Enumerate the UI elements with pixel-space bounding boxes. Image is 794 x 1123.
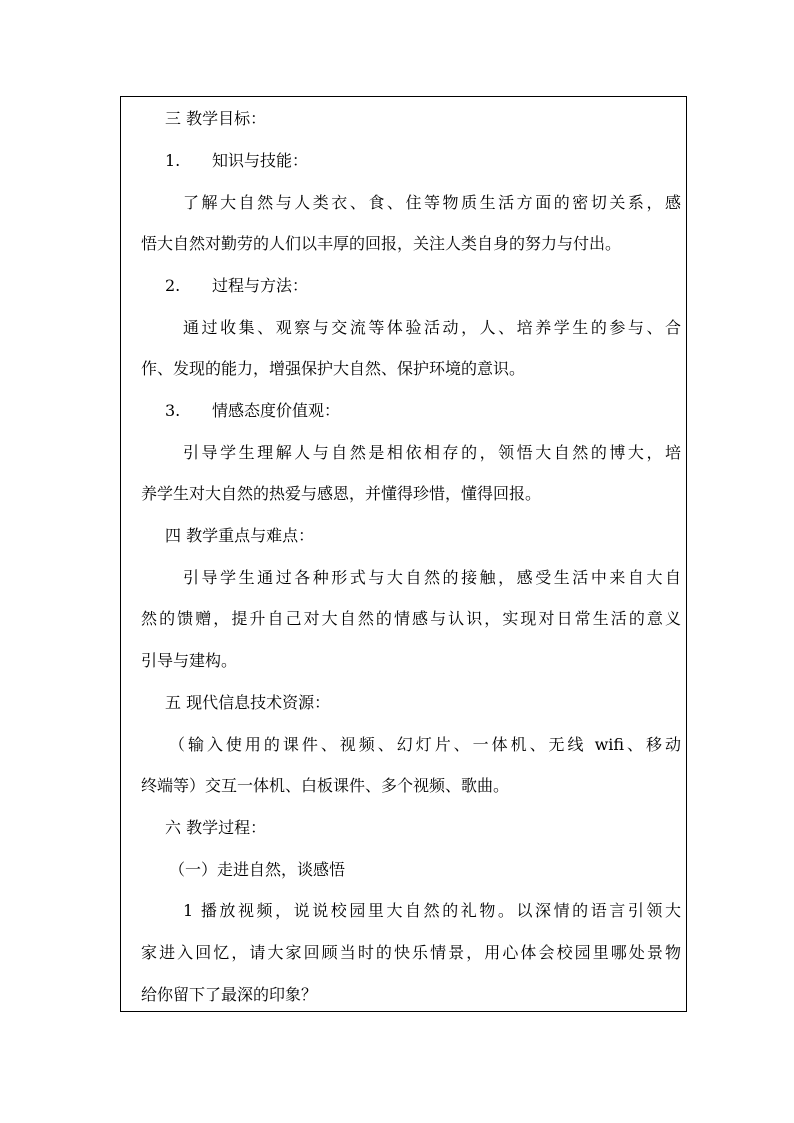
paragraph-line: （输入使用的课件、视频、幻灯片、一体机、无线 wifi、移动 [169, 735, 681, 754]
item-number-2: 2. [165, 276, 181, 295]
paragraph-line: 引导与建构。 [141, 651, 238, 670]
paragraph-line: 家进入回忆，请大家回顾当时的快乐情景，用心体会校园里哪处景物 [141, 943, 681, 962]
section-heading-key-points: 四 教学重点与难点： [165, 526, 315, 545]
paragraph-line: 悟大自然对勤劳的人们以丰厚的回报，关注人类自身的努力与付出。 [141, 234, 622, 253]
paragraph-line: 引导学生理解人与自然是相依相存的，领悟大自然的博大，培 [183, 443, 681, 462]
paragraph-line: 了解大自然与人类衣、食、住等物质生活方面的密切关系，感 [183, 193, 681, 212]
paragraph-line: 终端等）交互一体机、白板课件、多个视频、歌曲。 [141, 776, 510, 795]
document-frame [120, 96, 687, 1012]
item-title-emotion-values: 情感态度价值观： [212, 401, 341, 420]
paragraph-line: 养学生对大自然的热爱与感恩，并懂得珍惜，懂得回报。 [141, 484, 542, 503]
item-number-3: 3. [165, 401, 181, 420]
item-number-1: 1. [165, 151, 181, 170]
paragraph-line: 引导学生通过各种形式与大自然的接触，感受生活中来自大自 [183, 568, 681, 587]
paragraph-line: 作、发现的能力，增强保护大自然、保护环境的意识。 [141, 359, 526, 378]
section-heading-teaching-process: 六 教学过程： [165, 818, 267, 837]
section-heading-it-resources: 五 现代信息技术资源： [165, 693, 331, 712]
subsection-heading: （一）走进自然，谈感悟 [169, 860, 346, 879]
paragraph-line: 给你留下了最深的印象？ [141, 985, 318, 1004]
paragraph-line: 1 播放视频，说说校园里大自然的礼物。以深情的语言引领大 [183, 901, 681, 920]
paragraph-line: 通过收集、观察与交流等体验活动，人、培养学生的参与、合 [183, 318, 681, 337]
section-heading-objectives: 三 教学目标： [165, 109, 267, 128]
item-title-process-method: 过程与方法： [212, 276, 309, 295]
item-title-knowledge-skills: 知识与技能： [212, 151, 309, 170]
paragraph-line: 然的馈赠，提升自己对大自然的情感与认识，实现对日常生活的意义 [141, 609, 681, 628]
